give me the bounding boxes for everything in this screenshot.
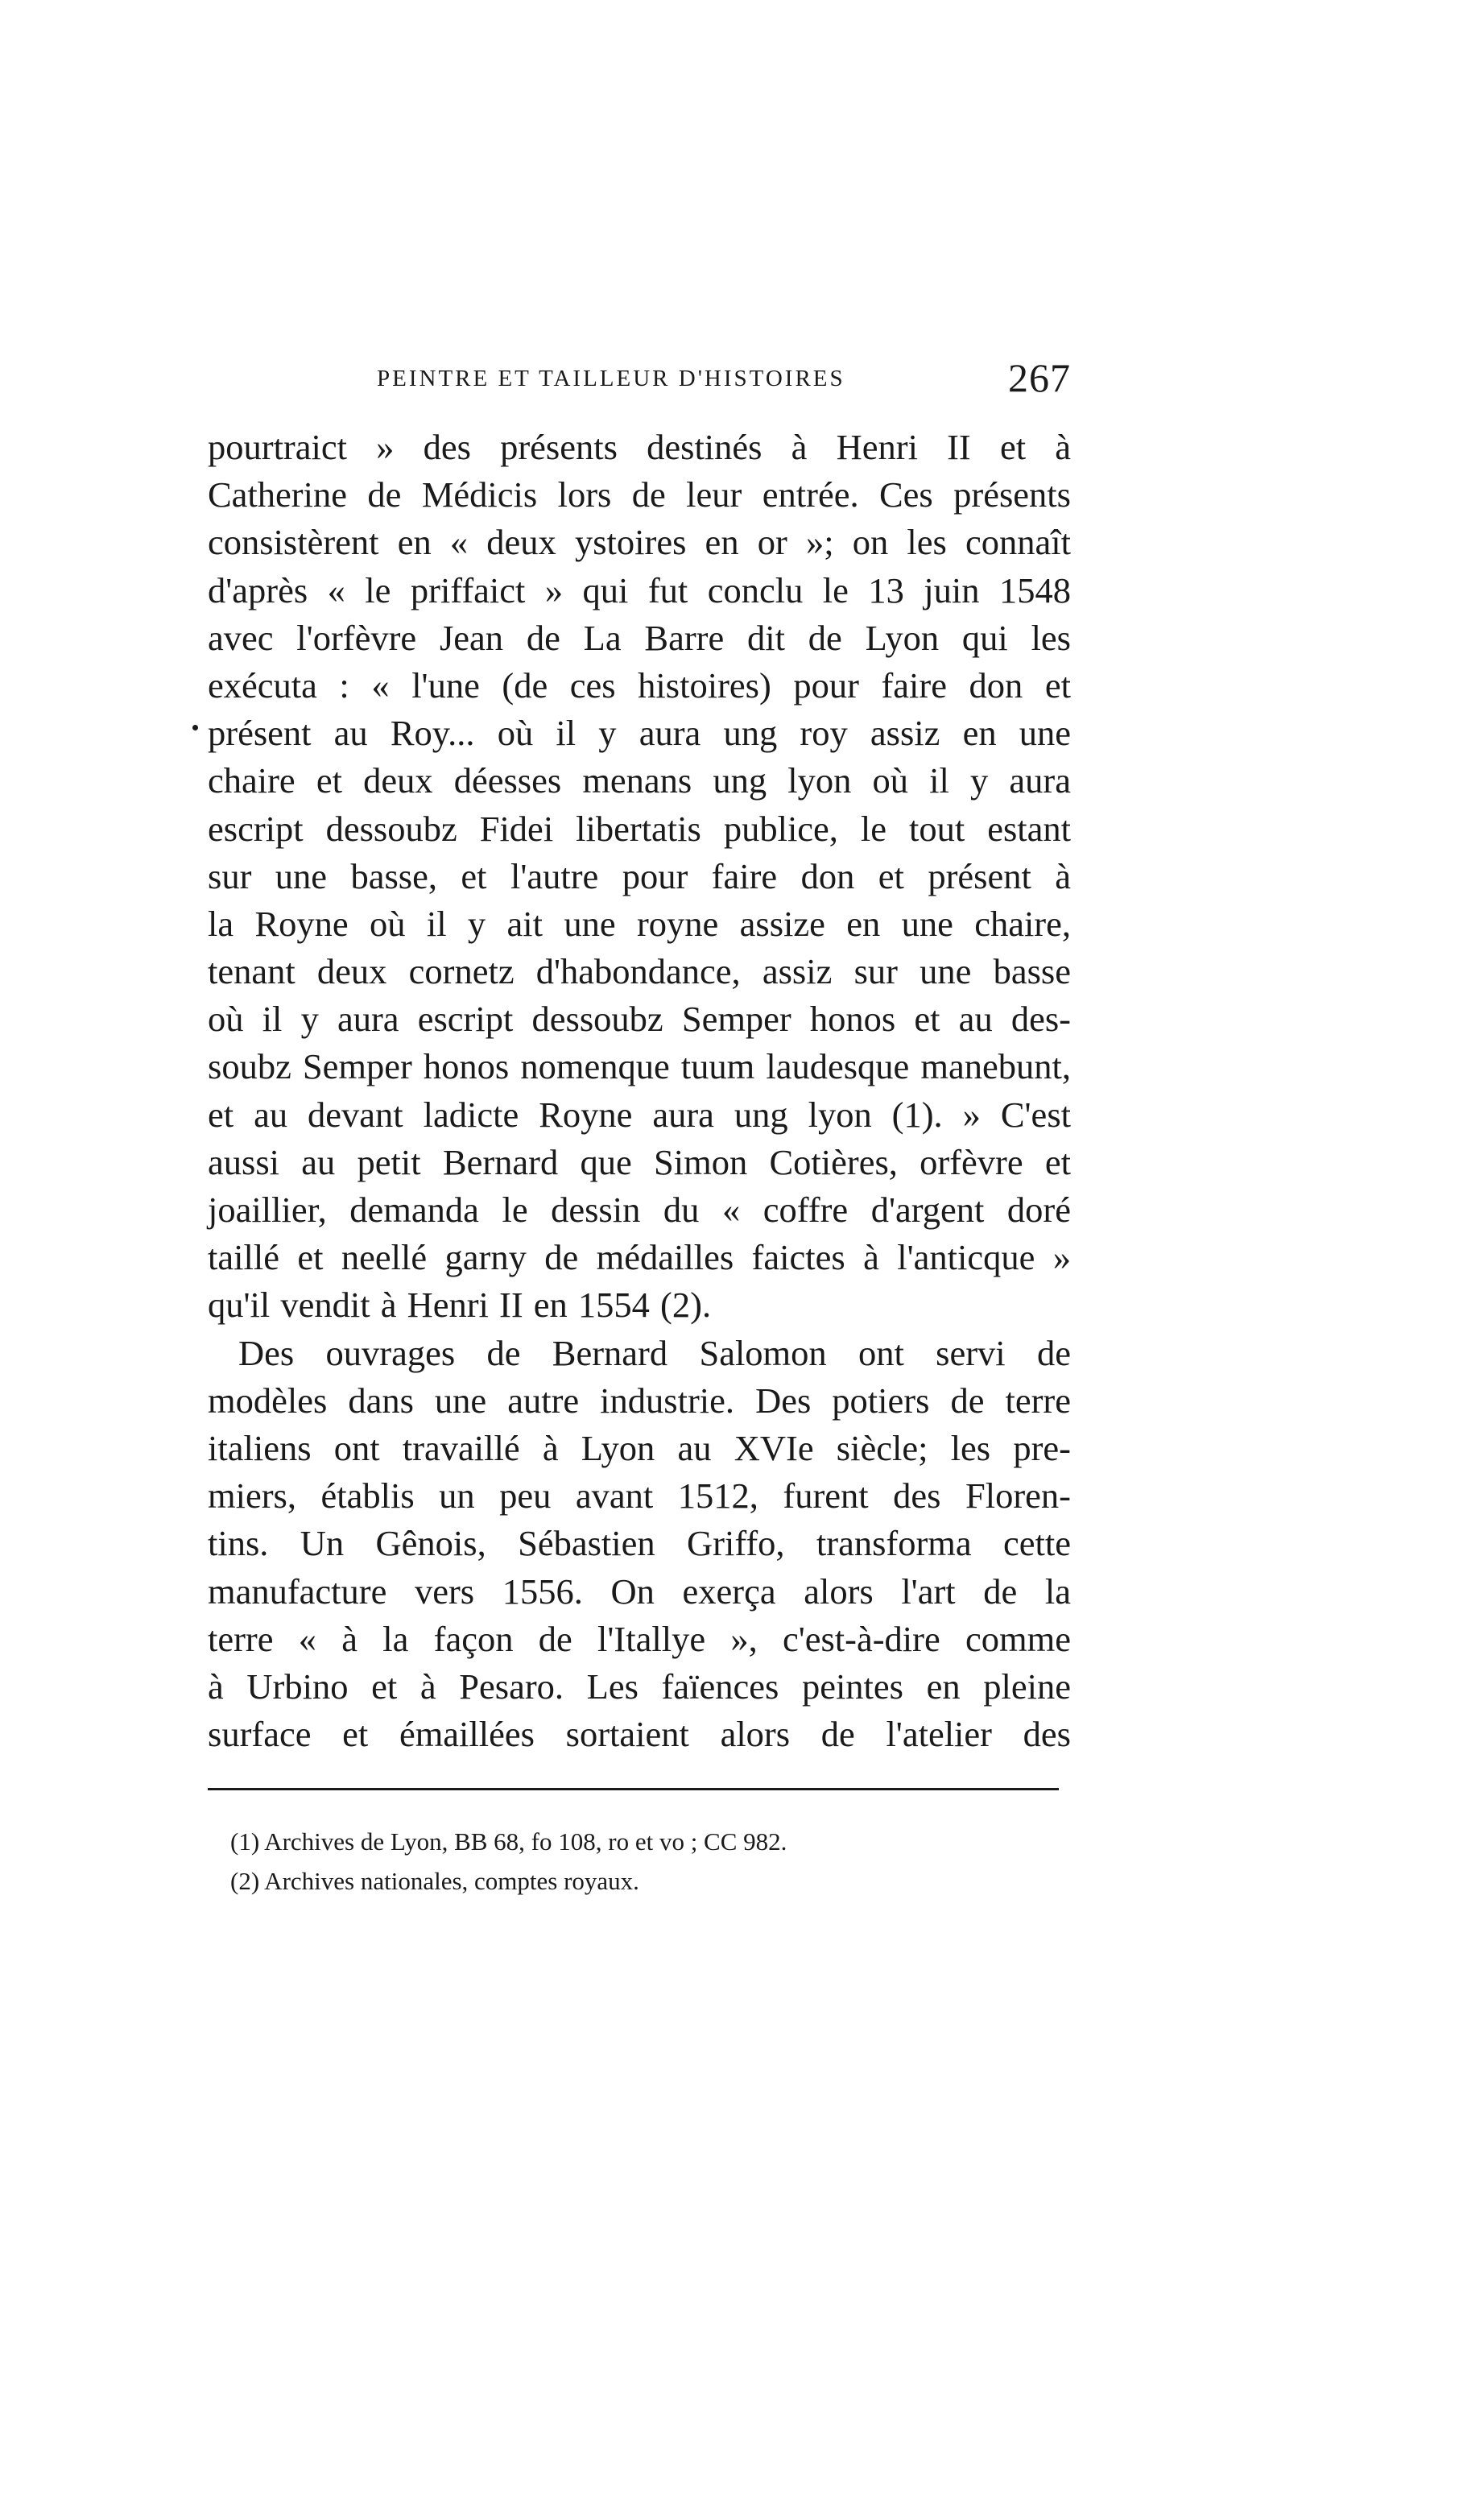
text-line: où il y aura escript dessoubz Semper honos et au des- — [208, 999, 1071, 1040]
footnote-2: (2) Archives nationales, comptes royaux. — [230, 1867, 639, 1895]
text-line: italiens ont travaillé à Lyon au XVIe siècle; les pre- — [208, 1427, 1071, 1468]
text-line: exécuta : « l'une (de ces histoires) pour faire don et — [208, 664, 1071, 706]
text-line: qu'il vendit à Henri II en 1554 (2). — [208, 1285, 712, 1326]
text-line: sur une basse, et l'autre pour faire don et présent à — [208, 855, 1071, 896]
text-line: consistèrent en « deux ystoires en or »; on les connaît — [208, 522, 1071, 563]
text-line: miers, établis un peu avant 1512, furent des Floren- — [208, 1475, 1071, 1517]
text-line: d'après « le priffaict » qui fut conclu le 13 juin 1548 — [208, 569, 1071, 610]
text-line: tins. Un Gênois, Sébastien Griffo, transforma cette — [208, 1523, 1071, 1564]
text-line: la Royne où il y ait une royne assize en une chaire, — [208, 903, 1071, 944]
text-line: manufacture vers 1556. On exerça alors l'art de la — [208, 1570, 1071, 1612]
text-line: Des ouvrages de Bernard Salomon ont servi de — [238, 1332, 1071, 1373]
text-line: soubz Semper honos nomenque tuum laudesque manebunt, — [208, 1046, 1071, 1087]
text-line: pourtraict » des présents destinés à Henri II et à — [208, 427, 1071, 467]
text-line: chaire et deux déesses menans ung lyon où il y aura — [208, 760, 1071, 801]
footnotes — [230, 1822, 787, 1901]
page-number: 267 — [1008, 355, 1071, 400]
running-head — [208, 354, 1071, 403]
text-line: taillé et neellé garny de médailles faictes à l'anticque » — [208, 1237, 1071, 1278]
text-line: tenant deux cornetz d'habondance, assiz sur une basse — [208, 951, 1071, 992]
text-line: modèles dans une autre industrie. Des potiers de terre — [208, 1380, 1071, 1421]
text-line: à Urbino et à Pesaro. Les faïences peintes en pleine — [208, 1666, 1071, 1707]
text-line: et au devant ladicte Royne aura ung lyon (1). » C'est — [208, 1094, 1071, 1135]
text-line: avec l'orfèvre Jean de La Barre dit de Lyon qui les — [208, 617, 1071, 658]
text-line: aussi au petit Bernard que Simon Cotières, orfèvre et — [208, 1141, 1071, 1182]
running-title: PEINTRE ET TAILLEUR D'HISTOIRES — [377, 366, 845, 391]
footnote-1: (1) Archives de Lyon, BB 68, fo 108, ro et vo ; CC 982. — [230, 1827, 787, 1856]
text-line: escript dessoubz Fidei libertatis publice, le tout estant — [208, 808, 1071, 849]
ink-speck — [192, 725, 198, 730]
text-line: terre « à la façon de l'Itallye », c'est-à-dire comme — [208, 1618, 1071, 1659]
text-line: Catherine de Médicis lors de leur entrée. Ces présents — [208, 474, 1071, 515]
text-line: joaillier, demanda le dessin du « coffre d'argent doré — [208, 1190, 1071, 1230]
text-line: surface et émaillées sortaient alors de l'atelier des — [208, 1714, 1071, 1755]
footnote-divider — [208, 1788, 1059, 1790]
text-line: présent au Roy... où il y aura ung roy assiz en une — [208, 713, 1071, 754]
body-text — [208, 424, 1071, 1758]
